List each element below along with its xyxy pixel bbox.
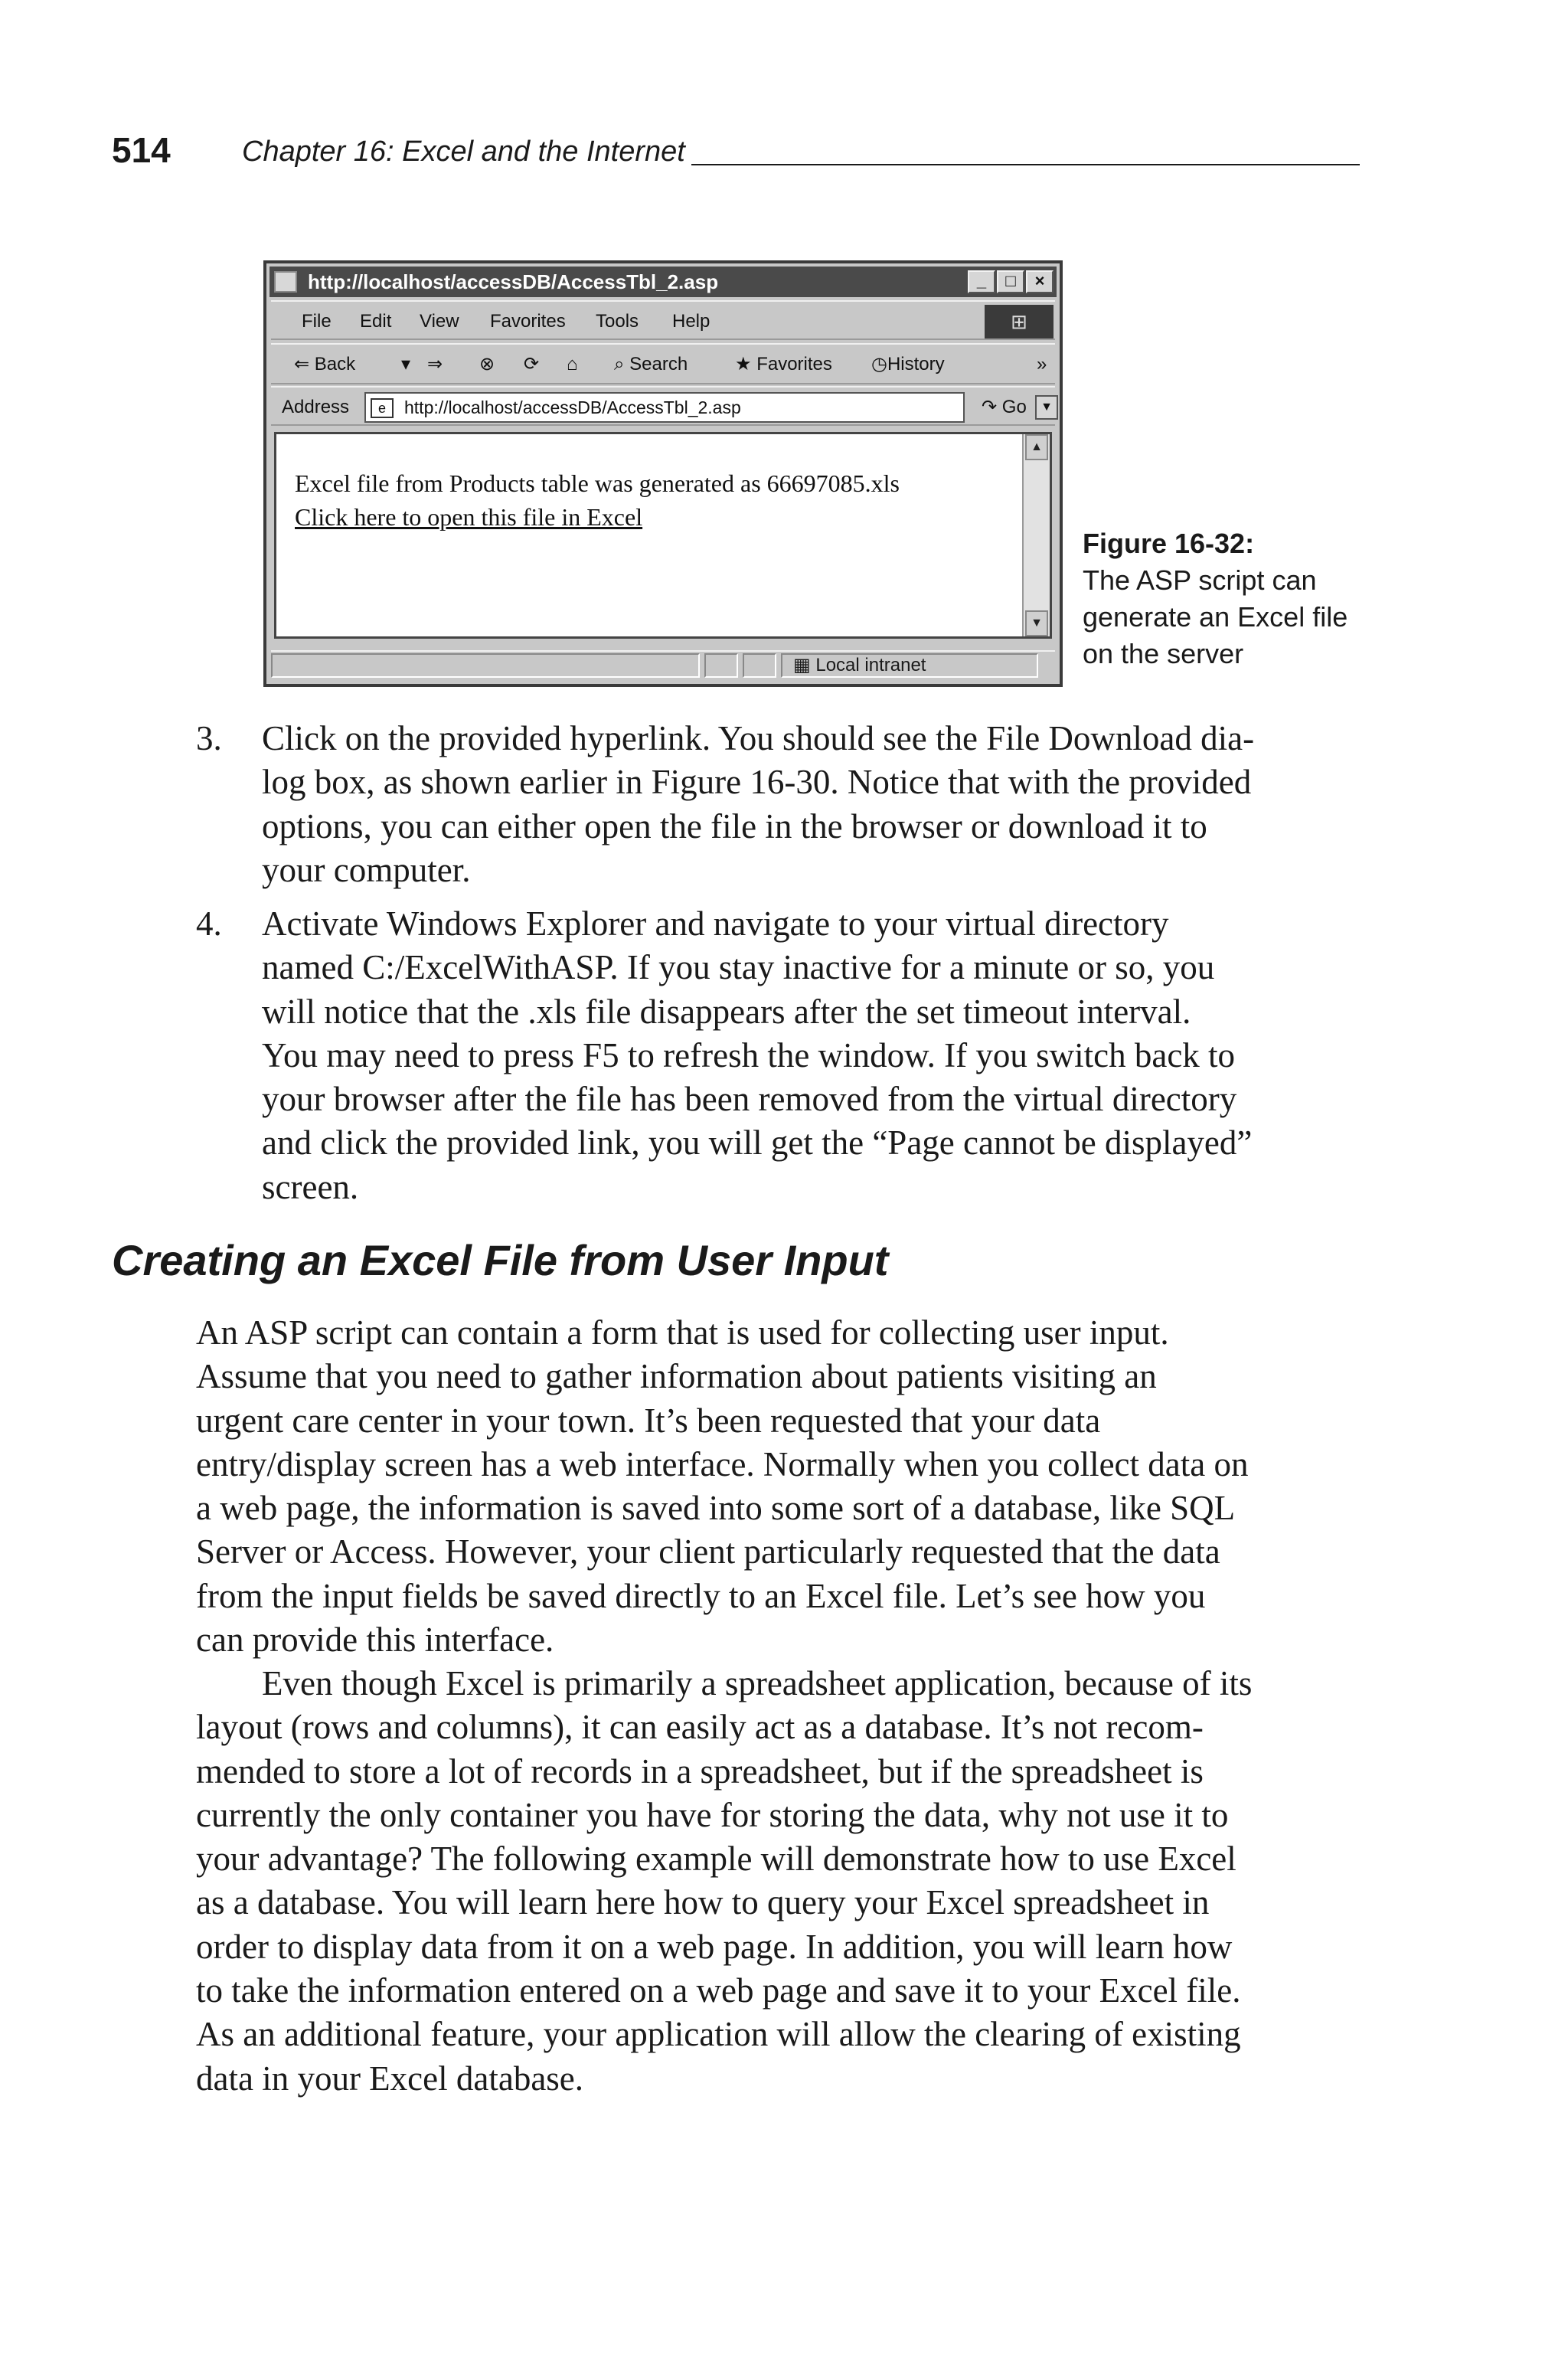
text-line: your advantage? The following example will demonstrate how to use Excel — [196, 1840, 1236, 1879]
text-line: Activate Windows Explorer and navigate to your virtual directory — [262, 904, 1169, 943]
paragraph — [196, 1311, 1360, 1662]
text-line: screen. — [262, 1167, 359, 1206]
text-line: Server or Access. However, your client particularly requested that the data — [196, 1532, 1220, 1571]
address-value: http://localhost/accessDB/AccessTbl_2.asp — [404, 397, 741, 417]
forward-button[interactable]: ⇒ — [427, 354, 443, 374]
status-cell — [743, 653, 776, 678]
text-line: as a database. You will learn here how to query your Excel spreadsheet in — [196, 1883, 1210, 1922]
zone-indicator — [793, 653, 926, 678]
window-title: http://localhost/accessDB/AccessTbl_2.asp — [308, 270, 719, 293]
stop-icon[interactable]: ⊗ — [479, 354, 495, 374]
text-line: entry/display screen has a web interface. Normally when you collect data on — [196, 1444, 1249, 1483]
zone-label: Local intranet — [815, 655, 926, 675]
list-item — [196, 717, 1360, 892]
menu-file[interactable]: File — [302, 311, 332, 332]
text-line: urgent care center in your town. It’s been requested that your data — [196, 1401, 1101, 1440]
status-cell — [704, 653, 738, 678]
header-rule — [680, 164, 1360, 165]
text-line: order to display data from it on a web page. In addition, you will learn how — [196, 1927, 1233, 1966]
caption-line: The ASP script can — [1083, 564, 1317, 596]
text-line: will notice that the .xls file disappears after the set timeout interval. — [262, 992, 1191, 1031]
list-text — [262, 902, 1360, 1209]
status-cell — [271, 653, 700, 678]
text-line: a web page, the information is saved into some sort of a database, like SQL — [196, 1489, 1236, 1528]
history-label: History — [887, 354, 945, 374]
back-button[interactable]: ⇐ Back — [294, 354, 356, 374]
text-line: You may need to press F5 to refresh the window. If you switch back to — [262, 1035, 1236, 1074]
toolbar — [271, 343, 1055, 384]
intranet-icon: ▦ — [793, 655, 811, 675]
windows-logo-icon: ⊞ — [985, 305, 1054, 338]
history-button[interactable] — [871, 354, 945, 375]
address-bar — [271, 386, 1055, 426]
running-header — [112, 129, 1360, 172]
scroll-up-icon[interactable]: ▲ — [1025, 434, 1048, 460]
scroll-down-icon[interactable]: ▼ — [1025, 610, 1048, 636]
text-line: Click on the provided hyperlink. You should see the File Download dia- — [262, 719, 1255, 757]
window-controls — [968, 270, 1054, 293]
figure-caption — [1083, 525, 1348, 672]
menu-view[interactable]: View — [420, 311, 459, 332]
section-heading: Creating an Excel File from User Input — [112, 1236, 889, 1284]
menu-help[interactable]: Help — [672, 311, 710, 332]
text-line: data in your Excel database. — [196, 2059, 584, 2098]
window-title-bar — [270, 267, 1057, 297]
address-dropdown-icon[interactable]: ▼ — [1035, 395, 1058, 420]
search-button[interactable] — [614, 354, 688, 375]
text-line: An ASP script can contain a form that is used for collecting user input. — [196, 1313, 1169, 1352]
menu-favorites[interactable]: Favorites — [490, 311, 566, 332]
text-line: log box, as shown earlier in Figure 16-30. Notice that with the provided — [262, 763, 1252, 802]
list-number: 4. — [196, 904, 222, 943]
go-arrow-icon: ↷ — [982, 397, 998, 417]
open-file-link[interactable]: Click here to open this file in Excel — [295, 503, 643, 531]
favorites-button[interactable] — [735, 354, 832, 375]
page-number: 514 — [112, 130, 171, 170]
menu-edit[interactable]: Edit — [360, 311, 392, 332]
text-line: As an additional feature, your application will allow the clearing of existing — [196, 2015, 1241, 2054]
home-icon[interactable]: ⌂ — [567, 354, 578, 374]
text-line: named C:/ExcelWithASP. If you stay inactive for a minute or so, you — [262, 948, 1215, 987]
text-line: currently the only container you have for storing the data, why not use it to — [196, 1795, 1229, 1834]
caption-line: on the server — [1083, 638, 1244, 669]
search-label: Search — [629, 354, 688, 374]
minimize-button[interactable]: _ — [968, 270, 995, 293]
maximize-button[interactable]: □ — [997, 270, 1024, 293]
list-text — [262, 717, 1360, 892]
generated-file-message: Excel file from Products table was generated as 66697085.xls — [295, 469, 900, 497]
text-line: your browser after the file has been removed from the virtual directory — [262, 1080, 1237, 1119]
menu-tools[interactable]: Tools — [596, 311, 639, 332]
refresh-icon[interactable]: ⟳ — [524, 354, 540, 374]
text-line: and click the provided link, you will get the “Page cannot be displayed” — [262, 1123, 1253, 1163]
text-line: layout (rows and columns), it can easily act as a database. It’s not recom- — [196, 1708, 1204, 1747]
list-number: 3. — [196, 719, 222, 757]
chapter-title: Chapter 16: Excel and the Internet — [242, 132, 691, 172]
text-line: Assume that you need to gather information about patients visiting an — [196, 1357, 1157, 1396]
list-item — [196, 902, 1360, 1209]
caption-label: Figure 16-32: — [1083, 528, 1255, 559]
page-content — [274, 432, 1052, 639]
address-label: Address — [282, 397, 350, 417]
page-icon: e — [371, 398, 394, 418]
back-dropdown-icon[interactable]: ▾ — [401, 354, 411, 374]
search-icon: ⌕ — [614, 354, 625, 374]
paragraph — [196, 1662, 1360, 2101]
history-icon: ◷ — [871, 354, 887, 374]
text-line: to take the information entered on a web page and save it to your Excel file. — [196, 1971, 1241, 2010]
menu-bar — [271, 300, 1055, 340]
text-line: mended to store a lot of records in a spreadsheet, but if the spreadsheet is — [196, 1751, 1204, 1791]
text-line: can provide this interface. — [196, 1621, 554, 1660]
close-button[interactable]: × — [1026, 270, 1054, 293]
go-label: Go — [1001, 397, 1027, 417]
text-line: options, you can either open the file in the browser or download it to — [262, 806, 1207, 845]
caption-line: generate an Excel file — [1083, 601, 1348, 633]
browser-window-screenshot — [263, 260, 1063, 687]
go-button[interactable] — [982, 397, 1027, 418]
favorites-icon: ★ — [735, 354, 752, 374]
text-line: from the input fields be saved directly to an Excel file. Let’s see how you — [196, 1576, 1206, 1615]
text-line: Even though Excel is primarily a spreadsheet application, because of its — [262, 1664, 1253, 1702]
favorites-label: Favorites — [756, 354, 832, 374]
text-line: your computer. — [262, 850, 471, 889]
status-bar — [271, 650, 1055, 679]
ie-icon — [274, 271, 297, 293]
more-chevron-icon[interactable]: » — [1037, 354, 1047, 374]
vertical-scrollbar[interactable] — [1022, 434, 1050, 636]
